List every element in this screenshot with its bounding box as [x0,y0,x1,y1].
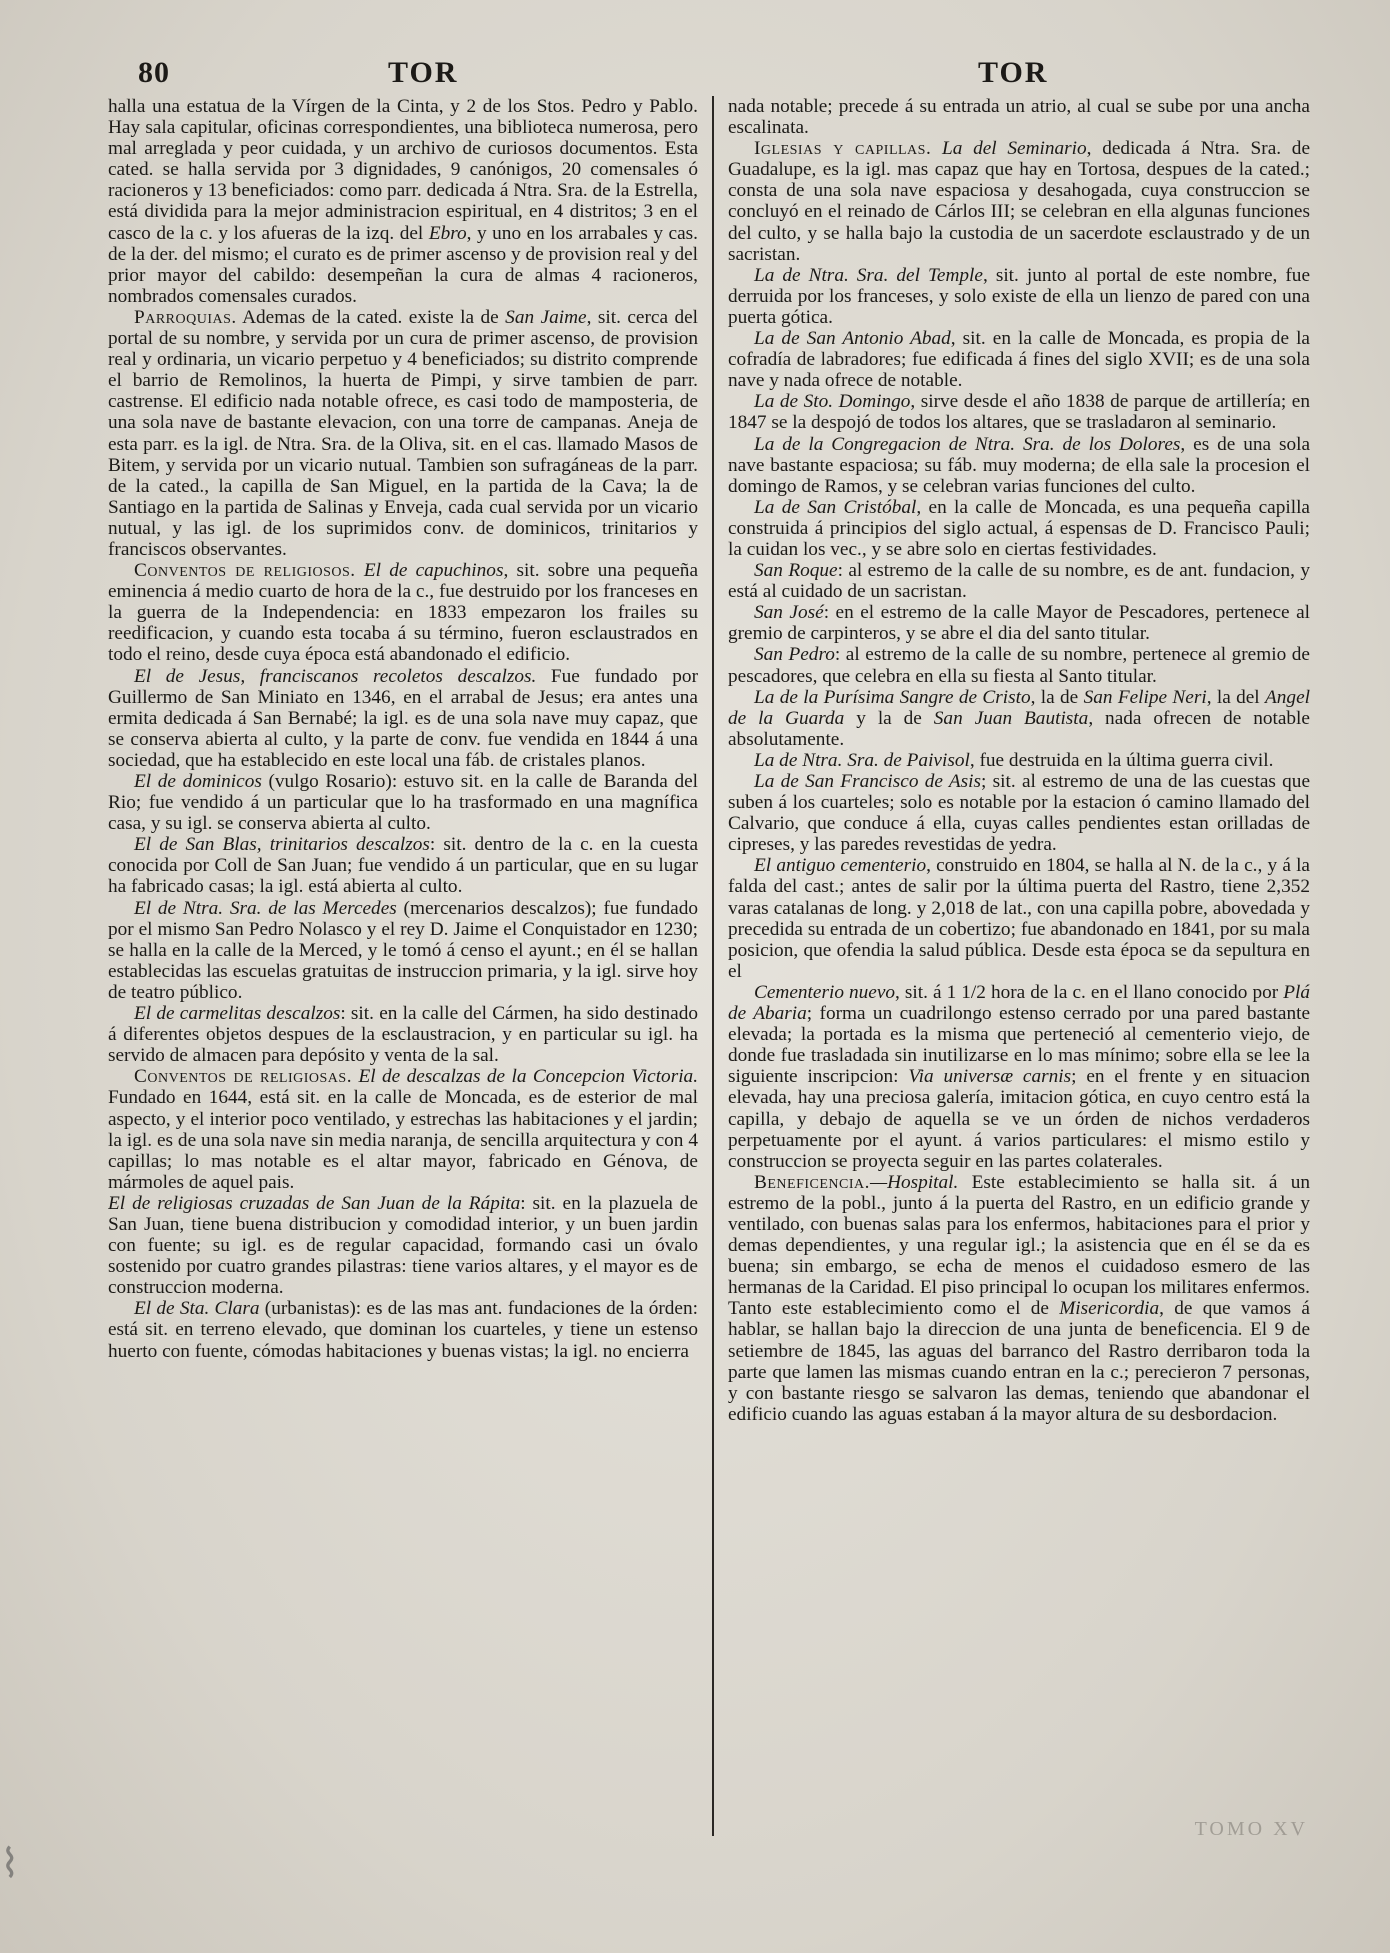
left-column [108,96,698,1836]
paragraph: El de San Blas, trinitarios descalzos: sit. dentro de la c. en la cuesta conocida por Coll de San Juan; fue vendido á un particular, que en su lugar ha fabricado casas; la igl. está abierta al culto. [108,834,698,898]
paragraph: La de Sto. Domingo, sirve desde el año 1838 de parque de artillería; en 1847 se la despojó de todos los altares, que se trasladaron al seminario. [728,391,1310,434]
section-heading: Parroquias. [134,306,237,328]
paragraph: El de Sta. Clara (urbanistas): es de las mas ant. fundaciones de la órden: está sit. en terreno elevado, que dominan los cuarteles, y tiene un estenso huerto con fuente, cómodas habitaciones y buenas vistas; la igl. no encierra [108,1298,698,1362]
paragraph: El de Ntra. Sra. de las Mercedes (mercenarios descalzos); fue fundado por el mismo San Pedro Nolasco y el rey D. Jaime el Conquistador en 1230; se halla en la calle de la Merced, y le tomó á censo el ayunt.; en él se hallan establecidas las escuelas gratuitas de instruccion primaria, y la igl. sirve hoy de teatro público. [108,897,698,1003]
paragraph: nada notable; precede á su entrada un atrio, al cual se sube por una ancha escalinata. [728,96,1310,139]
paragraph: El antiguo cementerio, construido en 1804, se halla al N. de la c., y á la falda del cast.; antes de salir por la última puerta del Rastro, tiene 2,352 varas catalanas de long. y 2,018 de lat., con una capilla pobre, abovedada y precedida su entrada de un cobertizo; fue abandonado en 1841, por su mala posicion, que ofendia la salud pública. Desde esta época se da sepultura en el [728,855,1310,982]
paragraph: La de San Antonio Abad, sit. en la calle de Moncada, es propia de la cofradía de labradores; fue edificada á fines del siglo XVII; es de una sola nave y nada ofrece de notable. [728,328,1310,392]
paragraph: El de Jesus, franciscanos recoletos descalzos. Fue fundado por Guillermo de San Miniato en 1346, en el arrabal de Jesus; era antes una ermita dedicada á San Bernabé; la igl. es de una sola nave muy capaz, que se conserva abierta al culto, y la parte de conv. fue vendida en 1844 á una sociedad, que ha establecido en este local una fáb. de cristales planos. [108,665,698,771]
running-head-left: TOR [388,56,459,89]
right-column [728,96,1310,1836]
paragraph-parroquias: Parroquias. Ademas de la cated. existe la de San Jaime, sit. cerca del portal de su nombre, y servida por un cura de primer ascenso, de provision real y ordinaria, un vicario perpetuo y 4 beneficiados; su distrito comprende el barrio de Remolinos, la huerta de Pimpi, y sirve tambien de parr. castrense. El edificio nada notable ofrece, es casi todo de mamposteria, de una sola nave de bastante elevacion, con una torre de campanas. Aneja de esta parr. es la igl. de Ntra. Sra. de la Oliva, sit. en el cas. llamado Masos de Bitem, y servida por un vicario nutual. Tambien son sufragáneas de la parr. de la cated., la capilla de San Miguel, en la partida de la Cava; la de Santiago en la partida de Salinas y Enveja, cada cual servida por un vicario nutual, y las igl. de los suprimidos conv. de dominicos, trinitarios y franciscos observantes. [108,306,698,560]
ink-smudge-icon: ⌇ [0,1841,20,1886]
paragraph-conventos-religiosos: Conventos de religiosos. El de capuchinos, sit. sobre una pequeña eminencia á medio cuarto de hora de la c., fue destruido por los franceses en la guerra de la Independencia: en 1833 empezaron los frailes su reedificacion, y cuando esta tocaba á su término, fueron esclaustrados en todo el reino, desde cuya época está abandonado el edificio. [108,560,698,666]
paragraph-beneficencia: Beneficencia.—Hospital. Este establecimiento se halla sit. á un estremo de la pobl., junto á la puerta del Rastro, en un edificio grande y ventilado, con buenas salas para los enfermos, habitaciones para el prior y demas dependientes, y una regular igl.; la asistencia que en él se da es buena; sin embargo, se echa de menos el cuidadoso esmero de las hermanas de la Caridad. El piso principal lo ocupan los militares enfermos. Tanto este establecimiento como el de Misericordia, de que vamos á hablar, se hallan bajo la direccion de una junta de beneficencia. El 9 de setiembre de 1845, las aguas del barranco del Rastro derribaron toda la parte que lamen las mismas cuando entran en la c.; perecieron 7 personas, y con bastante riesgo se salvaron las demas, teniendo que abandonar el edificio cuando las aguas estaban á la mayor altura de su desbordacion. [728,1171,1310,1425]
signature-mark: TOMO XV [1194,1818,1308,1840]
paragraph-iglesias: Iglesias y capillas. La del Seminario, dedicada á Ntra. Sra. de Guadalupe, es la igl. mas capaz que hay en Tortosa, despues de la cated.; consta de una sola nave espaciosa y desahogada, cuya construccion se concluyó en el reinado de Cárlos III; se celebran en ella algunas funciones del culto, y se halla bajo la custodia de un sacerdote esclaustrado y de un sacristan. [728,138,1310,265]
paragraph: La de Ntra. Sra. de Paivisol, fue destruida en la última guerra civil. [754,749,1274,771]
paragraph: San Pedro: al estremo de la calle de su nombre, pertenece al gremio de pescadores, que celebra en ella su fiesta al Santo titular. [728,644,1310,687]
section-heading: Conventos de religiosas. [134,1066,353,1088]
paragraph: San Roque: al estremo de la calle de su nombre, es de ant. fundacion, y está al cuidado de un sacristan. [728,560,1310,603]
section-heading: Iglesias y capillas. [754,138,932,160]
section-heading: Beneficencia. [754,1171,870,1193]
paragraph: halla una estatua de la Vírgen de la Cinta, y 2 de los Stos. Pedro y Pablo. Hay sala capitular, oficinas correspondientes, una biblioteca numerosa, pero mal arreglada y peor cuidada, y un archivo de curiosos documentos. Esta cated. se halla servida por 3 dignidades, 9 canónigos, 20 comensales ó racioneros y 13 beneficiados: como parr. dedicada á Ntra. Sra. de la Estrella, está dividida para la mejor administracion espiritual, en 4 distritos; 3 en el casco de la c. y los afueras de la izq. del Ebro, y uno en los arrabales y cas. de la der. del mismo; el curato es de primer ascenso y de provision real y del prior mayor del cabildo: desempeñan la cura de almas 4 racioneros, nombrados comensales curados. [108,96,698,307]
paragraph: La de la Purísima Sangre de Cristo, la de San Felipe Neri, la del Angel de la Guarda y la de San Juan Bautista, nada ofrecen de notable absolutamente. [728,686,1310,750]
paragraph: San José: en el estremo de la calle Mayor de Pescadores, pertenece al gremio de carpinteros, y se abre el dia del santo titular. [728,602,1310,645]
page-number: 80 [138,56,170,89]
paragraph: La de la Congregacion de Ntra. Sra. de los Dolores, es de una sola nave bastante espaciosa; su fáb. muy moderna; de ella sale la procesion el domingo de Ramos, y se celebran varias funciones del culto. [728,433,1310,497]
running-head-right: TOR [978,56,1049,89]
paragraph: La de San Cristóbal, en la calle de Moncada, es una pequeña capilla construida á principios del siglo actual, á espensas de D. Francisco Pauli; la cuidan los vec., y se abre solo en ciertas festividades. [728,496,1310,560]
paragraph: Cementerio nuevo, sit. á 1 1/2 hora de la c. en el llano conocido por Plá de Abaria; forma un cuadrilongo estenso cerrado por una pared bastante elevada; la portada es la misma que perteneció al cementerio viejo, de donde fue trasladada sin inutilizarse en lo mas mínimo; sobre ella se lee la siguiente inscripcion: Via universæ carnis; en el frente y en situacion elevada, hay una preciosa galería, imitacion gótica, en cuyo centro está la capilla, y debajo de aquella se ve un órden de nichos verdaderos perpetuamente por el ayunt. á varios particulares: el mismo estilo y construccion se proyecta seguir en las partes colaterales. [728,981,1310,1172]
paragraph: La de San Francisco de Asis; sit. al estremo de una de las cuestas que suben á los cuarteles; solo es notable por la estacion ó camino llamado del Calvario, que conduce á ella, cuyas calles pendientes estan orilladas de cipreses, y las paredes revestidas de yedra. [728,771,1310,856]
page-header [0,56,1390,96]
paragraph: El de dominicos (vulgo Rosario): estuvo sit. en la calle de Baranda del Rio; fue vendido á un particular que lo ha trasformado en una magnífica casa, y su igl. se conserva abierta al culto. [108,771,698,835]
paragraph: El de religiosas cruzadas de San Juan de la Rápita: sit. en la plazuela de San Juan, tiene buena distribucion y comodidad interior, y un buen jardin con fuente; su igl. es de regular capacidad, formando casi un óvalo sostenido por cuatro grandes pilastras: tiene varios altares, y el mayor es de construccion moderna. [108,1192,698,1299]
section-heading: Conventos de religiosos. [134,560,356,582]
paragraph: La de Ntra. Sra. del Temple, sit. junto al portal de este nombre, fue derruida por los franceses, y solo existe de ella un lienzo de pared con una puerta gótica. [728,264,1310,328]
paragraph: El de carmelitas descalzos: sit. en la calle del Cármen, ha sido destinado á diferentes objetos despues de la esclaustracion, y en particular su igl. ha servido de almacen para depósito y venta de la sal. [108,1003,698,1067]
paragraph-conventos-religiosas: Conventos de religiosas. El de descalzas de la Concepcion Victoria. Fundado en 1644, está sit. en la calle de Moncada, es de esterior de mal aspecto, y el interior poco ventilado, y estrechas las habitaciones y el jardin; la igl. es de una sola nave sin media naranja, de sencilla arquitectura y con 4 capillas; lo mas notable es el altar mayor, fabricado en Génova, de mármoles de aquel pais. [108,1066,698,1193]
column-divider [712,96,714,1836]
